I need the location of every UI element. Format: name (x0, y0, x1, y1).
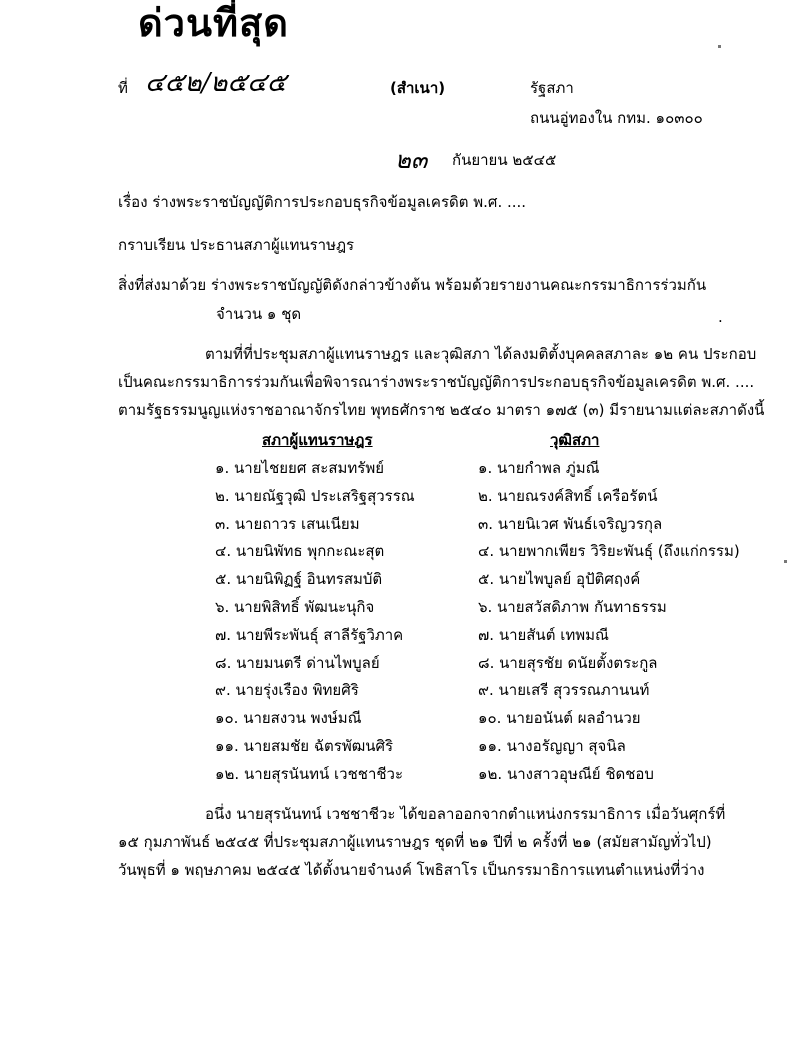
paragraph-2-line-3: วันพุธที่ ๑ พฤษภาคม ๒๕๔๕ ได้ตั้งนายจำนงค์ โพธิสาโร เป็นกรรมาธิการแทนตำแหน่งที่ว่าง (118, 861, 705, 879)
scan-speck (718, 45, 721, 48)
list-item: ๗. นายสันต์ เทพมณี (478, 625, 609, 644)
list-item: ๑. นายไชยยศ สะสมทรัพย์ (215, 459, 384, 477)
doc-number: ๔๕๒/๒๕๔๕ (145, 68, 287, 98)
list-item: ๘. นายสุรชัย ดนัยตั้งตระกูล (478, 653, 658, 672)
list-item: ๓. นายถาวร เสนเนียม (215, 514, 360, 533)
list-item: ๑๑. นายสมชัย ฉัตรพัฒนศิริ (215, 736, 394, 755)
list-item: ๙. นายรุ่งเรือง พิทยศิริ (215, 681, 359, 700)
list-item: ๖. นายพิสิทธิ์ พัฒนะนุกิจ (215, 597, 375, 616)
list-item: ๑๑. นางอรัญญา สุจนิล (478, 736, 626, 755)
list-item: ๘. นายมนตรี ด่านไพบูลย์ (215, 653, 380, 672)
list-item: ๑๒. นายสุรนันทน์ เวชชาชีวะ (215, 764, 404, 783)
urgent-heading: ด่วนที่สุด (138, 1, 289, 45)
enclosure-line: สิ่งที่ส่งมาด้วย ร่างพระราชบัญญัติดังกล่าวข้างต้น พร้อมด้วยรายงานคณะกรรมาธิการร่วมกัน (118, 276, 707, 294)
list-item: ๖. นายสวัสดิภาพ กันทาธรรม (478, 597, 667, 616)
list-item: ๓. นายนิเวศ พันธ์เจริญวรกุล (478, 514, 663, 533)
organization-name: รัฐสภา (530, 79, 574, 97)
stray-dot: . (718, 308, 723, 326)
list-item: ๑. นายกำพล ภู่มณี (478, 459, 600, 477)
paragraph-2-line-2: ๑๕ กุมภาพันธ์ ๒๕๔๕ ที่ประชุมสภาผู้แทนราษฎร ชุดที่ ๒๑ ปีที่ ๒ ครั้งที่ ๒๑ (สมัยสามัญทั่วไป) (118, 833, 712, 851)
paragraph-2-line-1: อนึ่ง นายสุรนันทน์ เวชชาชีวะ ได้ขอลาออกจากตำแหน่งกรรมาธิการ เมื่อวันศุกร์ที่ (205, 805, 726, 823)
date-month-year: กันยายน ๒๕๔๕ (452, 151, 557, 169)
list-item: ๒. นายณรงค์สิทธิ์ เครือรัตน์ (478, 486, 658, 505)
list-item: ๗. นายพีระพันธุ์ สาลีรัฐวิภาค (215, 625, 404, 644)
list-item: ๙. นายเสรี สุวรรณภานนท์ (478, 681, 650, 700)
list-item: ๑๒. นางสาวอุษณีย์ ชิดชอบ (478, 764, 654, 783)
paragraph-1-line-3: ตามรัฐธรรมนูญแห่งราชอาณาจักรไทย พุทธศักราช ๒๕๔๐ มาตรา ๑๗๕ (๓) มีรายนามแต่ละสภาดังนี้ (118, 401, 765, 419)
enclosure-count: จำนวน ๑ ชุด (216, 305, 302, 323)
list-item: ๔. นายพากเพียร วิริยะพันธุ์ (ถึงแก่กรรม) (478, 542, 740, 561)
paragraph-1-line-1: ตามที่ที่ประชุมสภาผู้แทนราษฎร และวุฒิสภา ได้ลงมติตั้งบุคคลสภาละ ๑๒ คน ประกอบ (205, 345, 757, 363)
salutation-line: กราบเรียน ประธานสภาผู้แทนราษฎร (118, 236, 355, 254)
subject-line: เรื่อง ร่างพระราชบัญญัติการประกอบธุรกิจข้อมูลเครดิต พ.ศ. .... (118, 193, 527, 211)
house-member-list (215, 455, 415, 789)
list-item: ๑๐. นายสงวน พงษ์มณี (215, 709, 362, 728)
list-item: ๒. นายณัฐวุฒิ ประเสริฐสุวรรณ (215, 486, 415, 505)
senate-list-heading: วุฒิสภา (550, 431, 600, 449)
list-item: ๔. นายนิพัทธ พุกกะณะสุต (215, 542, 385, 561)
doc-number-label: ที่ (118, 79, 128, 97)
organization-address: ถนนอู่ทองใน กทม. ๑๐๓๐๐ (530, 109, 703, 127)
list-item: ๕. นายนิพิฏฐ์ อินทรสมบัติ (215, 570, 383, 589)
senate-member-list (478, 455, 740, 789)
paragraph-1-line-2: เป็นคณะกรรมาธิการร่วมกันเพื่อพิจารณาร่างพระราชบัญญัติการประกอบธุรกิจข้อมูลเครดิต พ.ศ. .... (118, 373, 755, 391)
date-day: ๒๓ (395, 146, 428, 174)
scan-speck (784, 560, 787, 563)
house-list-heading: สภาผู้แทนราษฎร (262, 431, 373, 449)
copy-mark: (สำเนา) (390, 79, 446, 97)
list-item: ๑๐. นายอนันต์ ผลอำนวย (478, 709, 641, 728)
list-item: ๕. นายไพบูลย์ อุปัติศฤงค์ (478, 570, 641, 589)
